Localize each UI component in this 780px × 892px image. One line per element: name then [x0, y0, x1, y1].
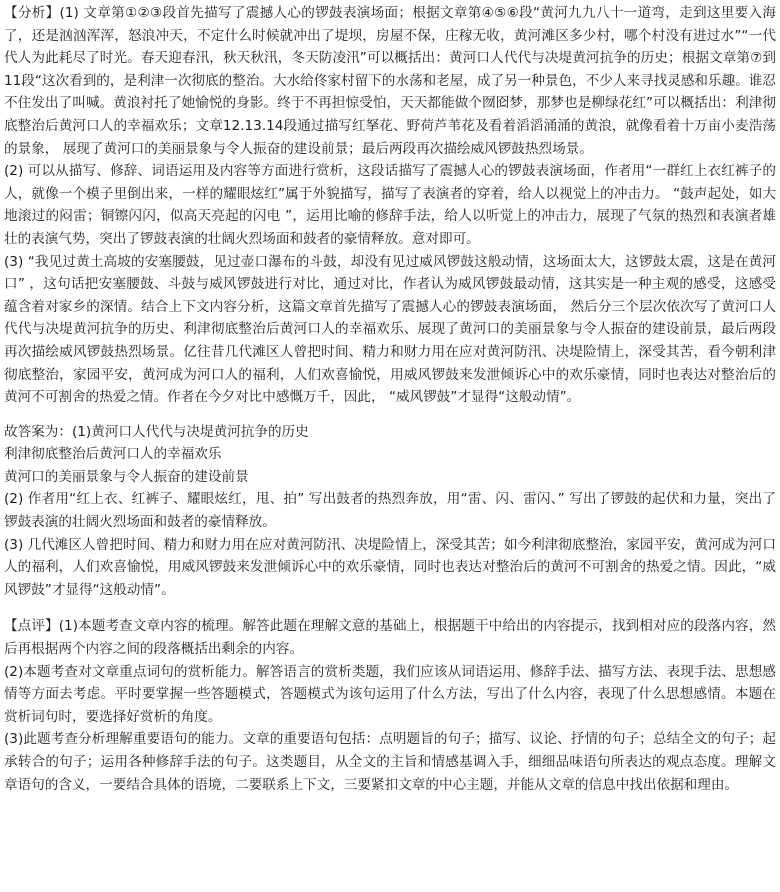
comment-paragraph-2: (2)本题考查对文章重点词句的赏析能力。解答语言的赏析类题，我们应该从词语运用、修辞手法、描写方法、表现手法、思想感情等方面去考虑。平时要掌握一些答题模式，答题模式为该句运用了什么方法，写出了什么内容，表现了什么思想感情。本题在赏析词句时，要选择好赏析的角度。	[4, 663, 776, 725]
answer-paragraph-2: (2) 作者用“红上衣、红裤子、耀眼炫红，甩、拍” 写出鼓者的热烈奔放，用“雷、闪、雷闪、” 写出了锣鼓的起伏和力量，突出了锣鼓表演的壮阔火烈场面和鼓者的豪情释放。	[4, 491, 776, 531]
comment-paragraph-1: 【点评】(1)本题考查文章内容的梳理。解答此题在理解文意的基础上，根据题干中给出的内容提示，找到相对应的段落内容，然后再根据两个内容之间的段落概括出剩余的内容。	[4, 618, 776, 658]
answer-section	[4, 421, 776, 602]
analysis-paragraph-3: (3) “我见过黄土高坡的安塞腰鼓，见过壶口瀑布的斗鼓，却没有见过威风锣鼓这般动情，这场面太大，这锣鼓太震，这是在黄河口” ，这句话把安塞腰鼓、斗鼓与威风锣鼓进行对比，通过对比，作者认为威风锣鼓最动情，这其实是一种主观的感受，这感受蕴含着对家乡的深情。结合上下文内容分析，这篇文章首先描写了震撼人心的锣鼓表演场面， 然后分三个层次依次写了黄河口人代代与决堤黄河抗争的历史、利津彻底整治后黄河口人的幸福欢乐、展现了黄河口的美丽景象与令人振奋的建设前景，最后两段再次描绘威风锣鼓热烈场景。亿往昔几代滩区人曾把时间、精力和财力用在应对黄河防汛、决堤险情上，深受其苦，看今朝利津彻底整治，家园平安，黄河成为河口人的福利，人们欢喜愉悦，用威风锣鼓来发泄倾诉心中的欢乐豪情，同时也表达对整治后的黄河不可割舍的热爱之情。作者在今夕对比中感慨万千，因此， “威风锣鼓”才显得“这般动情”。	[4, 253, 776, 406]
answer-paragraph-3: (3) 几代滩区人曾把时间、精力和财力用在应对黄河防汛、决堤险情上，深受其苦；如今利津彻底整治，家园平安，黄河成为河口人的福利，人们欢喜愉悦，用威风锣鼓来发泄倾诉心中的欢乐豪情，同时也表达对整治后的黄河不可割舍的热爱之情。因此，“威风锣鼓”才显得“这般动情”。	[4, 536, 776, 598]
analysis-paragraph-2: (2) 可以从描写、修辞、词语运用及内容等方面进行赏析，这段话描写了震撼人心的锣鼓表演场面，作者用“一群红上衣红裤子的人，就像一个模子里倒出来，一样的耀眼炫红”属于外貌描写，描写了表演者的穿着，给人以视觉上的冲击力。 “鼓声起处，如大地滚过的闷雷；铜镲闪闪，似高天亮起的闪电 ”，运用比喻的修辞手法，给人以听觉上的冲击力，展现了气氛的热烈和表演者雄壮的表演气势，突出了锣鼓表演的壮阔火烈场面和鼓者的豪情释放。意对即可。	[4, 163, 776, 247]
analysis-paragraph-1: 【分析】(1) 文章第①②③段首先描写了震撼人心的锣鼓表演场面；根据文章第④⑤⑥段“黄河九九八十一道弯，走到这里要入海了，还是汹汹浑浑，怒浪冲天，不定什么时候就冲出了堤坝，房屋不保，庄稼无收，黄河滩区多少村，哪个村没有进过水”“一代代人为此耗尽了时光。春天迎春汛，秋天秋汛，冬天防凌汛”可以概括出：黄河口人代代与决堤黄河抗争的历史；根据文章第⑦到11段“这次看到的，是利津一次彻底的整治。大水给佟家村留下的水荡和老屋，成了另一种景色，不少人来寻找灵感和乐趣。谁忍不住发出了叫喊。黄浪衬托了她愉悦的身影。终于不再担惊受怕，天天都能做个囫囵梦，那梦也是柳绿花红”可以概括出：利津彻底整治后黄河口人的幸福欢乐；文章12.13.14段通过描写红拏花、野荷芦苇花及看着滔滔涌涌的黄浪，就像看着十万亩小麦浩荡的景象， 展现了黄河口的美丽景象与令人振奋的建设前景；最后两段再次描绘威风锣鼓热烈场景。	[4, 5, 776, 157]
answer-line-1: 故答案为：(1)黄河口人代代与决堤黄河抗争的历史	[4, 423, 309, 440]
answer-line-2: 利津彻底整治后黄河口人的幸福欢乐	[4, 446, 222, 463]
comment-paragraph-3: (3)此题考查分析理解重要语句的能力。文章的重要语句包括：点明题旨的句子；描写、议论、抒情的句子；总结全文的句子；起承转合的句子；运用各种修辞手法的句子。这类题目，从全文的主旨和情感基调入手，细细品味语句所表达的观点态度。理解文章语句的含义，一要结合具体的语境，二要联系上下文，三要紧扣文章的中心主题，并能从文章的信息中找出依据和理由。	[4, 731, 776, 793]
analysis-section	[4, 2, 776, 409]
comment-section	[4, 615, 776, 796]
answer-line-3: 黄河口的美丽景象与令人振奋的建设前景	[4, 468, 249, 485]
